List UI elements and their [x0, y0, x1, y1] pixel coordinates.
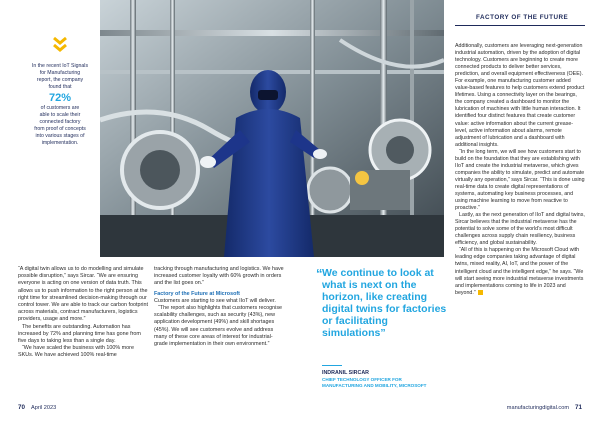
body-column-2: [154, 266, 284, 348]
quote-divider: [322, 365, 342, 366]
page-number-left: 70: [18, 404, 26, 411]
paragraph: “We have scaled the business with 100% more SKUs. We have achieved 100% real-time: [18, 345, 134, 359]
paragraph: Customers are starting to see what IIoT will deliver.: [154, 297, 276, 304]
body-column-1: [18, 266, 148, 360]
footer-right: [507, 404, 582, 411]
paragraph: Lastly, as the next generation of IIoT and digital twins, Sircar believes that the industrial metaverse has the potential to solve some of the world’s most difficult challenges across supply chain resiliency, business efficiency, and global sustainability.: [455, 212, 585, 247]
paragraph: The benefits are outstanding. Automation has increased by 72% and planning time has gone from five days to taking less than a single day.: [18, 323, 141, 345]
paragraph: “All of this is happening on the Microsoft Cloud with leading edge companies taking advantage of digital twins, mixed reality, AI, IoT, and the power of the intelligent cloud and the intelligent edge,” he says. “We will start seeing more industrial metaverse investments and implementations coming to life in 2023 and beyond.”: [455, 247, 584, 296]
section-title: FACTORY OF THE FUTURE: [476, 14, 569, 21]
stat-callout: [27, 36, 93, 147]
footer-left: [18, 404, 56, 411]
pull-quote: We continue to look at what is next on the horizon, like creating digital twins for factories or facilitating simulations”: [322, 267, 447, 339]
quote-mark: “: [316, 266, 323, 281]
hero-photo: [100, 0, 444, 257]
quote-author: INDRANIL SIRCAR: [322, 370, 369, 376]
page-number-right: 71: [574, 404, 582, 411]
paragraph: “In the long term, we will see how customers start to build on the foundation that they are establishing with IIoT and create the industrial metaverse, which gives companies the ability to simulate, predict and automate virtually any operation,” says Sircar. “This is done using real-time data to create digital representations of systems, automating key business processes, and using machine learning to move from reactive to proactive.”: [455, 148, 585, 212]
paragraph: “A digital twin allows us to do modelling and simulate possible disruption,” says Sircar. “We are ensuring everyone is acting on one version of data truth. This allows us to push information to the right person at the right time for streamlined decision-making through our control tower. We are able to track our carbon footprint across materials, contract manufacturers, logistics providers, usage and more.”: [18, 266, 148, 323]
body-column-4: [455, 43, 585, 297]
stat-detail: of customers are able to scale their connected factory from proof of concepts into various stages of implementation.: [34, 105, 86, 146]
subheading: Factory of the Future at Microsoft: [154, 290, 240, 297]
cleanroom-illustration: [100, 0, 444, 257]
paragraph: Additionally, customers are leveraging next-generation industrial automation, driven by the adoption of digital technology. Customers are beginning to create more connected products to deliver better services, prediction, and overall equipment effectiveness (OEE). For example, one manufacturing customer added value-based features to help customers extend product lifetimes. Using a connectivity layer on the bearings, the company created a dashboard to monitor the lubrication of machines with little human interaction. It identified four distinct features that create customer value: active information about the current grease-level, active information about alarms, remote adjustment of lubrication and a dashboard with additional insights.: [455, 43, 585, 148]
stat-intro: In the recent IoT Signals for Manufacturing report, the company found that: [31, 63, 89, 90]
paragraph: “The report also highlights that customers recognise scalability challenges, such as security (43%), new application development (49%) and skill shortages (45%). We will see customers evolve and address many of these core areas of interest for industrial-grade implementation in their own environment.”: [154, 305, 283, 348]
section-divider: [455, 25, 585, 26]
stat-number: 72%: [48, 92, 72, 104]
quote-role: CHIEF TECHNOLOGY OFFICER FOR MANUFACTURING AND MOBILITY, MICROSOFT: [322, 377, 427, 388]
end-mark-icon: [478, 290, 483, 295]
site-url[interactable]: manufacturingdigital.com: [506, 405, 569, 411]
chevron-down-icon: [51, 36, 69, 54]
issue-date: April 2023: [31, 405, 57, 411]
paragraph: tracking through manufacturing and logistics. We have increased customer loyalty with 60% growth in orders and the list goes on.”: [154, 266, 284, 287]
